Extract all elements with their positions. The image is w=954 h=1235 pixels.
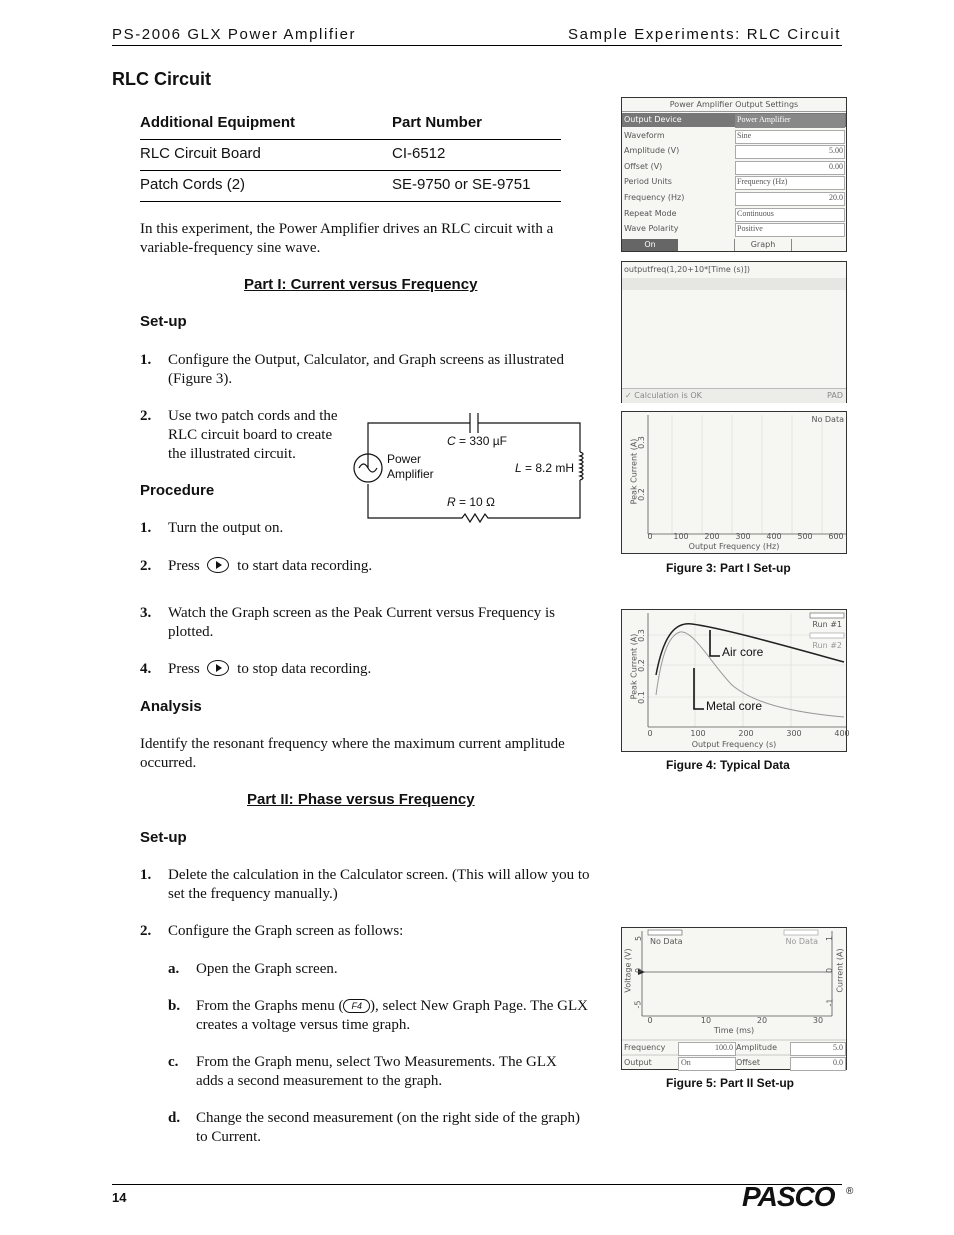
x-tick: 0	[647, 729, 653, 738]
substep-text: Open the Graph screen.	[196, 961, 338, 977]
header-left: PS-2006 GLX Power Amplifier	[112, 26, 357, 43]
part2-heading: Part II: Phase versus Frequency	[247, 791, 475, 808]
step-text-pre: Press	[168, 661, 200, 677]
setting-label: Amplitude (V)	[624, 146, 680, 156]
capacitor-label: C = 330 µF	[447, 434, 507, 448]
calc-pad: PAD	[827, 391, 843, 400]
substep-letter: a.	[168, 961, 180, 977]
step-number: 2.	[140, 408, 152, 424]
setting-label: Wave Polarity	[624, 224, 679, 234]
substep-text-pre: From the Graphs menu (	[196, 998, 344, 1014]
graph-screen-part1	[621, 411, 847, 554]
setting-label: Frequency (Hz)	[624, 193, 685, 202]
analysis-text: Identify the resonant frequency where the maximum current amplitude occurred.	[140, 736, 565, 771]
y-tick: 0.2	[636, 488, 646, 501]
footer-rule	[112, 1184, 842, 1185]
header-right: Sample Experiments: RLC Circuit	[567, 26, 841, 43]
setting-field[interactable]: 20.0	[735, 192, 845, 206]
step-text: Configure the Output, Calculator, and Graph screens as illustrated (Figure 3).	[168, 352, 564, 387]
start-stop-icon	[207, 557, 229, 573]
x-tick: 30	[812, 1016, 824, 1025]
on-button[interactable]: On	[622, 239, 678, 251]
screen-title: Power Amplifier Output Settings	[622, 98, 846, 112]
x-tick: 100	[690, 729, 706, 738]
figure-3-caption: Figure 3: Part I Set-up	[666, 561, 791, 575]
setting-field[interactable]: Positive	[735, 223, 845, 237]
source-label: Power Amplifier	[387, 452, 434, 481]
setting-field[interactable]: 0.00	[735, 161, 845, 175]
step-text-post: to stop data recording.	[237, 661, 372, 677]
graph-screen-part2	[621, 927, 847, 1070]
table-cell: RLC Circuit Board	[140, 145, 261, 162]
substep-letter: b.	[168, 998, 181, 1014]
setting-label: Output Device	[624, 115, 682, 124]
step-text-post: to start data recording.	[237, 558, 373, 574]
x-tick: 200	[738, 729, 754, 738]
graph-button[interactable]: Graph	[734, 239, 792, 251]
setup-heading: Set-up	[140, 829, 187, 846]
x-axis-label: Time (ms)	[713, 1026, 755, 1035]
y-tick-left: -5	[633, 1000, 643, 1009]
step-text: Watch the Graph screen as the Peak Current versus Frequency is plotted.	[168, 605, 555, 640]
calculator-screen	[621, 261, 847, 403]
output-select[interactable]: On	[678, 1057, 736, 1071]
y-axis-label: Peak Current (A)	[629, 633, 639, 700]
typical-data-graph	[621, 609, 850, 752]
x-tick: 600	[828, 532, 844, 541]
col-header-part: Part Number	[392, 114, 483, 131]
table-rule	[140, 201, 561, 202]
output-settings-screen	[621, 97, 847, 252]
y-axis-label: Peak Current (A)	[629, 438, 639, 505]
y-axis-label-left: Voltage (V)	[623, 948, 633, 993]
setting-label: Waveform	[624, 130, 665, 140]
step-number: 4.	[140, 661, 152, 677]
y-tick: 0.1	[636, 691, 646, 704]
setting-field[interactable]: Power Amplifier	[735, 114, 845, 128]
y-tick-right: -1	[825, 998, 835, 1007]
setting-label: Period Units	[624, 177, 672, 187]
step-text: Delete the calculation in the Calculator screen. (This will allow you to set the frequency manually.)	[168, 867, 590, 902]
setup-heading: Set-up	[140, 313, 187, 330]
step-text: Use two patch cords and the RLC circuit board to create the illustrated circuit.	[168, 408, 338, 462]
calc-status-bar	[622, 388, 846, 403]
offset-label: Offset	[736, 1058, 761, 1067]
start-stop-icon	[207, 660, 229, 676]
run2-legend: Run #2	[812, 641, 842, 650]
figure-5-caption: Figure 5: Part II Set-up	[666, 1076, 795, 1090]
step-text-pre: Press	[168, 558, 200, 574]
y-tick-right: 1	[824, 935, 834, 942]
pasco-logo: PASCO	[742, 1181, 835, 1212]
x-tick: 500	[797, 532, 813, 541]
table-rule	[140, 170, 561, 171]
header-rule	[112, 45, 842, 46]
frequency-field[interactable]: 100.0	[678, 1042, 736, 1056]
y-tick: 0.3	[636, 629, 646, 642]
step-number: 1.	[140, 352, 152, 368]
registered-mark: ®	[846, 1186, 854, 1197]
analysis-heading: Analysis	[140, 698, 202, 715]
setting-label: Repeat Mode	[624, 208, 677, 218]
table-cell: SE-9750 or SE-9751	[392, 176, 531, 193]
calc-line	[622, 278, 846, 290]
y-axis-label-right: Current (A)	[835, 948, 845, 993]
no-data-label: No Data	[811, 415, 844, 424]
part1-heading: Part I: Current versus Frequency	[244, 276, 478, 293]
substep-letter: d.	[168, 1110, 181, 1126]
setting-label: Offset (V)	[624, 161, 663, 171]
x-tick: 0	[647, 1016, 653, 1025]
step-number: 1.	[140, 520, 152, 536]
offset-field[interactable]: 0.0	[790, 1057, 846, 1071]
output-label: Output	[624, 1058, 652, 1067]
x-axis-label: Output Frequency (Hz)	[688, 542, 780, 551]
frequency-label: Frequency	[624, 1043, 666, 1052]
x-tick: 100	[673, 532, 689, 541]
x-tick: 400	[834, 729, 850, 738]
calc-status: ✓ Calculation is OK	[625, 391, 702, 400]
substep-letter: c.	[168, 1054, 179, 1070]
x-tick: 200	[704, 532, 720, 541]
amplitude-field[interactable]: 5.0	[790, 1042, 846, 1056]
y-tick-left: 5	[634, 935, 644, 942]
step-number: 2.	[140, 558, 152, 574]
x-tick: 20	[756, 1016, 768, 1025]
y-tick: 0.2	[636, 659, 646, 672]
step-text	[168, 660, 371, 679]
x-tick: 400	[766, 532, 782, 541]
f4-key-icon: F4	[343, 999, 370, 1013]
substep-text-post: ), select New Graph Page. The GLX creates a voltage versus time graph.	[196, 998, 588, 1033]
metal-core-label: Metal core	[706, 699, 763, 713]
col-header-equipment: Additional Equipment	[140, 114, 295, 131]
inductor-label: L = 8.2 mH	[515, 461, 575, 475]
run1-legend: Run #1	[812, 620, 842, 629]
page-title: RLC Circuit	[112, 69, 211, 89]
table-cell: Patch Cords (2)	[140, 176, 246, 193]
substep-text	[196, 997, 588, 1035]
calc-expression[interactable]: outputfreq(1,20+10*[Time (s)])	[624, 265, 751, 274]
table-cell: CI-6512	[392, 145, 446, 162]
setting-field[interactable]: Continuous	[735, 208, 845, 222]
setting-field[interactable]: 5.00	[735, 145, 845, 159]
page-number: 14	[112, 1190, 127, 1205]
step-number: 2.	[140, 923, 152, 939]
air-core-label: Air core	[722, 645, 764, 659]
resistor-label: R = 10 Ω	[447, 495, 495, 509]
substep-text: Change the second measurement (on the right side of the graph) to Current.	[196, 1110, 581, 1145]
x-axis-label: Output Frequency (s)	[691, 740, 777, 749]
setting-field[interactable]: Frequency (Hz)	[735, 176, 845, 190]
x-tick: 300	[786, 729, 802, 738]
step-text	[168, 557, 372, 576]
y-tick-right: 0	[824, 967, 834, 974]
y-tick-left: 0	[634, 967, 644, 974]
substep-text: From the Graph menu, select Two Measurements. The GLX adds a second measurement to the graph.	[196, 1054, 557, 1089]
intro-paragraph: In this experiment, the Power Amplifier drives an RLC circuit with a variable-frequency sine wave.	[140, 221, 554, 256]
table-rule	[140, 139, 561, 140]
y-tick: 0.3	[636, 436, 646, 449]
figure-4-caption: Figure 4: Typical Data	[666, 758, 790, 772]
step-text: Configure the Graph screen as follows:	[168, 923, 404, 939]
x-tick: 300	[735, 532, 751, 541]
rlc-circuit-diagram	[350, 408, 590, 526]
step-number: 3.	[140, 605, 152, 621]
no-data-right: No Data	[785, 937, 818, 946]
amplitude-label: Amplitude	[736, 1043, 777, 1052]
procedure-heading: Procedure	[140, 482, 215, 499]
x-tick: 0	[647, 532, 653, 541]
setting-field[interactable]: Sine	[735, 130, 845, 144]
step-text: Turn the output on.	[168, 520, 284, 536]
x-tick: 10	[700, 1016, 712, 1025]
step-number: 1.	[140, 867, 152, 883]
no-data-left: No Data	[650, 937, 683, 946]
